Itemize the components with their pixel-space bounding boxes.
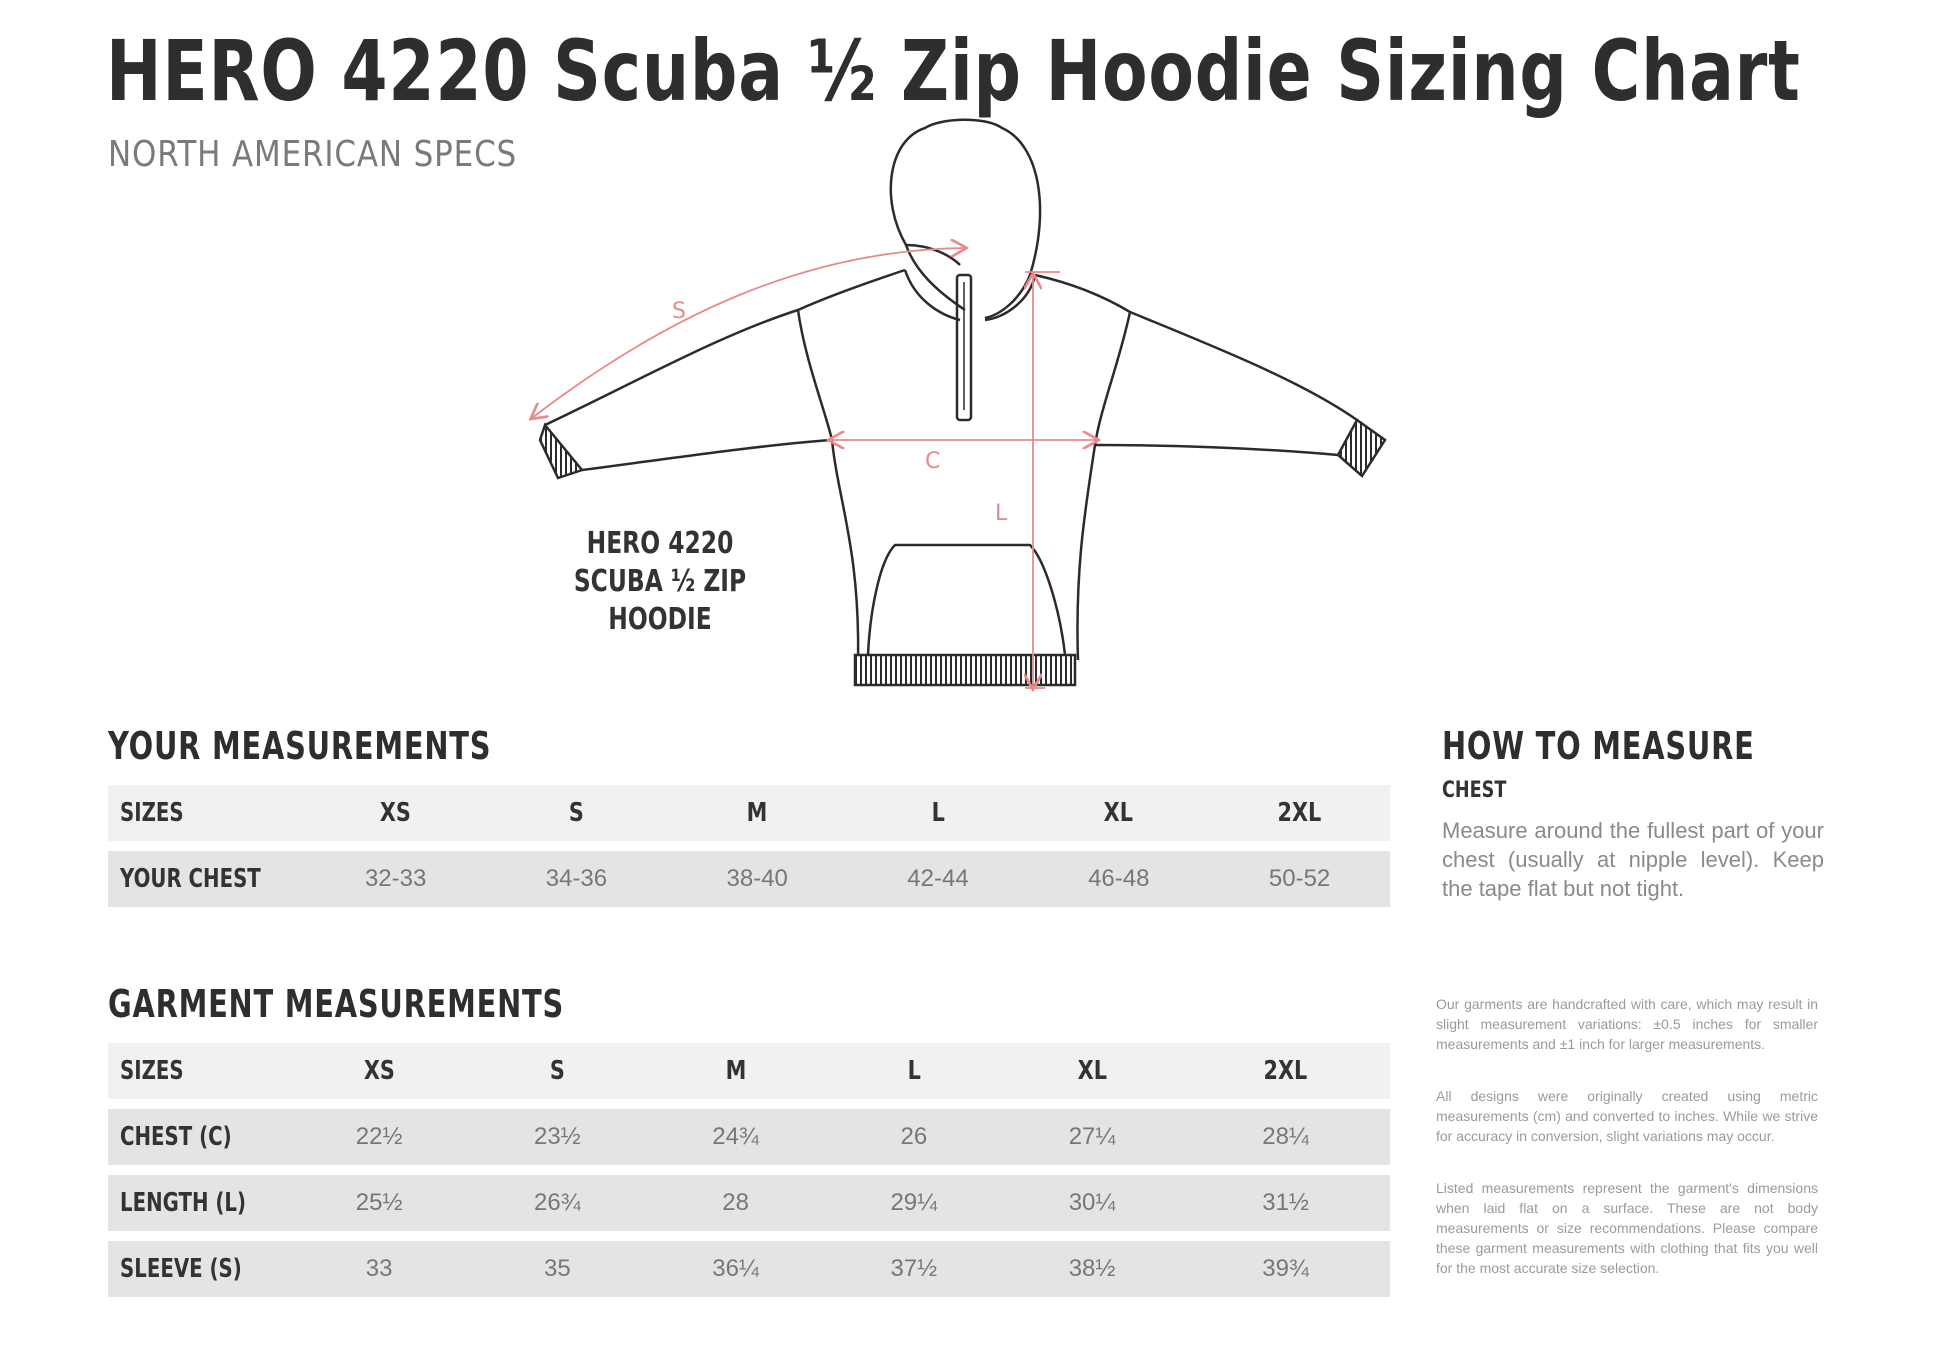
garment-measurements-table <box>108 1033 1390 1307</box>
value-cell: 31½ <box>1181 1175 1390 1231</box>
value-cell: 26 <box>825 1109 1003 1165</box>
table-row <box>108 1241 1390 1297</box>
value-cell: 30¼ <box>1003 1175 1181 1231</box>
note-variation: Our garments are handcrafted with care, which may result in slight measurement variations: ±0.5 inches for smaller measurements and ±1 inch for larger measurements. <box>1436 996 1818 1052</box>
how-to-measure-text: Measure around the fullest part of your chest (usually at nipple level). Keep the tape flat but not tight. <box>1442 818 1824 901</box>
size-cell: M <box>646 1043 824 1099</box>
size-cell: L <box>848 785 1029 841</box>
page-title: HERO 4220 Scuba ½ Zip Hoodie Sizing Chart <box>106 22 1801 120</box>
row-label-cell <box>108 1175 290 1231</box>
page-subtitle: NORTH AMERICAN SPECS <box>108 134 518 175</box>
note-flat: Listed measurements represent the garment's dimensions when laid flat on a surface. These are not body measurements or size recommendations. Please compare these garment measurements with clothing that fits you well for the most accurate size selection. <box>1436 1180 1818 1276</box>
table-row <box>108 1175 1390 1231</box>
value-cell: 39¾ <box>1181 1241 1390 1297</box>
value-cell: 25½ <box>290 1175 468 1231</box>
how-to-measure-title: HOW TO MEASURE <box>1442 724 1755 768</box>
sleeve-guide <box>532 248 965 418</box>
value-cell: 50-52 <box>1209 851 1390 907</box>
value-cell: 28¼ <box>1181 1109 1390 1165</box>
sizes-header-label: SIZES <box>120 1056 184 1086</box>
value-cell: 35 <box>468 1241 646 1297</box>
value-cell: 38-40 <box>667 851 848 907</box>
your-measurements-table <box>108 775 1390 917</box>
table-header-row <box>108 785 1390 841</box>
size-cell: XS <box>305 785 486 841</box>
value-cell: 32-33 <box>305 851 486 907</box>
value-cell: 29¼ <box>825 1175 1003 1231</box>
product-label-line1: HERO 4220 <box>586 526 734 561</box>
row-label: YOUR CHEST <box>120 864 261 894</box>
sizes-header-label: SIZES <box>120 798 184 828</box>
right-cuff <box>1338 420 1385 476</box>
value-cell: 26¾ <box>468 1175 646 1231</box>
value-cell: 38½ <box>1003 1241 1181 1297</box>
value-cell: 24¾ <box>646 1109 824 1165</box>
row-label-cell <box>108 851 305 907</box>
sizes-header-cell <box>108 785 305 841</box>
hem <box>855 655 1075 685</box>
chest-marker: C <box>925 449 941 474</box>
value-cell: 34-36 <box>486 851 667 907</box>
size-cell: 2XL <box>1209 785 1390 841</box>
size-cell: XS <box>290 1043 468 1099</box>
value-cell: 37½ <box>825 1241 1003 1297</box>
row-label: CHEST (C) <box>120 1122 232 1152</box>
value-cell: 27¼ <box>1003 1109 1181 1165</box>
size-cell: XL <box>1028 785 1209 841</box>
size-cell: S <box>486 785 667 841</box>
left-cuff <box>540 425 582 478</box>
row-label-cell <box>108 1241 290 1297</box>
size-cell: L <box>825 1043 1003 1099</box>
garment-measurements-title: GARMENT MEASUREMENTS <box>108 982 565 1026</box>
size-cell: 2XL <box>1181 1043 1390 1099</box>
note-metric: All designs were originally created using metric measurements (cm) and converted to inches. While we strive for accuracy in conversion, slight variations may occur. <box>1436 1088 1818 1144</box>
table-header-row <box>108 1043 1390 1099</box>
size-cell: M <box>667 785 848 841</box>
value-cell: 42-44 <box>848 851 1029 907</box>
value-cell: 33 <box>290 1241 468 1297</box>
value-cell: 36¼ <box>646 1241 824 1297</box>
size-cell: S <box>468 1043 646 1099</box>
table-row <box>108 1109 1390 1165</box>
value-cell: 23½ <box>468 1109 646 1165</box>
value-cell: 46-48 <box>1028 851 1209 907</box>
your-measurements-title: YOUR MEASUREMENTS <box>108 724 492 768</box>
how-to-measure-subtitle: CHEST <box>1442 778 1507 803</box>
product-label-line2: SCUBA ½ ZIP HOODIE <box>573 564 747 637</box>
length-marker: L <box>995 501 1008 526</box>
sleeve-marker: S <box>672 299 686 324</box>
row-label-cell <box>108 1109 290 1165</box>
value-cell: 22½ <box>290 1109 468 1165</box>
table-row <box>108 851 1390 907</box>
value-cell: 28 <box>646 1175 824 1231</box>
product-label <box>520 525 801 639</box>
row-label: LENGTH (L) <box>120 1188 247 1218</box>
sizes-header-cell <box>108 1043 290 1099</box>
row-label: SLEEVE (S) <box>120 1254 242 1284</box>
size-cell: XL <box>1003 1043 1181 1099</box>
